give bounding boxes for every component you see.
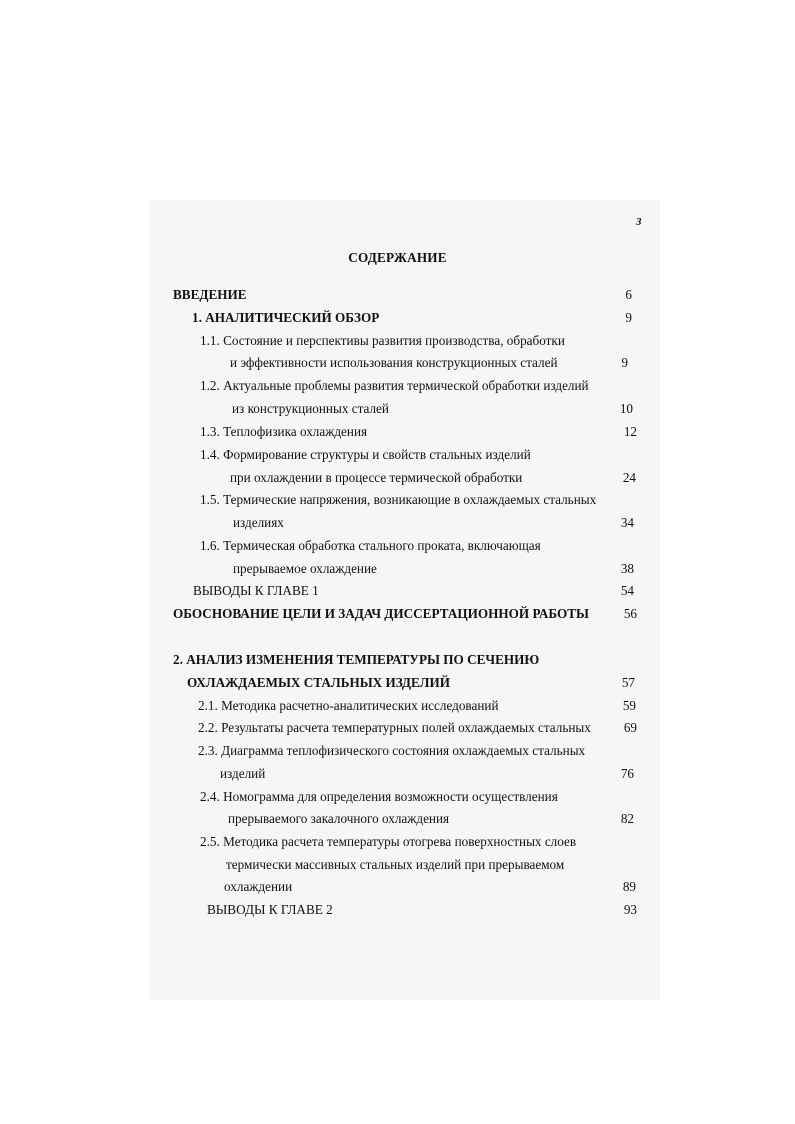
toc-entry-2-5-cont2: охлаждении — [224, 879, 293, 894]
page-number: 3 — [636, 216, 642, 228]
toc-entry-2-4-cont: прерываемого закалочного охлаждения — [228, 811, 450, 826]
toc-entry-1-6-cont: прерываемое охлаждение — [233, 561, 377, 576]
toc-entry-conclusions-1: ВЫВОДЫ К ГЛАВЕ 1 — [193, 583, 319, 598]
toc-page-1-5: 34 — [620, 515, 634, 530]
toc-entry-1-5: 1.5. Термические напряжения, возникающие в охлаждаемых стальных — [200, 492, 597, 507]
toc-entry-2-3-cont: изделий — [220, 766, 266, 781]
toc-entry-chapter-2-cont: ОХЛАЖДАЕМЫХ СТАЛЬНЫХ ИЗДЕЛИЙ — [187, 675, 450, 690]
toc-entry-2-2: 2.2. Результаты расчета температурных полей охлаждаемых стальных — [198, 720, 591, 735]
toc-entry-1-4-cont: при охлаждении в процессе термической обработки — [230, 470, 523, 485]
toc-entry-2-3: 2.3. Диаграмма теплофизического состояния охлаждаемых стальных — [198, 743, 586, 758]
toc-page-1-1: 9 — [621, 355, 628, 370]
toc-entry-conclusions-2: ВЫВОДЫ К ГЛАВЕ 2 — [207, 902, 333, 917]
toc-entry-chapter-1: 1. АНАЛИТИЧЕСКИЙ ОБЗОР — [192, 310, 380, 325]
toc-page-1-3: 12 — [623, 424, 637, 439]
toc-page-2-4: 82 — [620, 811, 634, 826]
toc-page-2-3: 76 — [620, 766, 634, 781]
toc-entry-chapter-2: 2. АНАЛИЗ ИЗМЕНЕНИЯ ТЕМПЕРАТУРЫ ПО СЕЧЕНИЮ — [173, 652, 540, 667]
toc-entry-2-4: 2.4. Номограмма для определения возможности осуществления — [200, 789, 558, 804]
toc-page-2-5: 89 — [622, 879, 636, 894]
toc-entry-1-3: 1.3. Теплофизика охлаждения — [200, 424, 368, 439]
toc-entry-1-2-cont: из конструкционных сталей — [232, 401, 389, 416]
toc-page-conclusions-2: 93 — [623, 902, 637, 917]
toc-page-introduction: 6 — [625, 287, 632, 302]
toc-page-goals: 56 — [623, 606, 637, 621]
toc-entry-goals: ОБОСНОВАНИЕ ЦЕЛИ И ЗАДАЧ ДИССЕРТАЦИОННОЙ РАБОТЫ — [173, 606, 589, 621]
toc-entry-2-5: 2.5. Методика расчета температуры отогрева поверхностных слоев — [200, 834, 577, 849]
toc-page-conclusions-1: 54 — [620, 583, 634, 598]
toc-page-1-6: 38 — [620, 561, 634, 576]
toc-page-2-2: 69 — [623, 720, 637, 735]
toc-entry-1-6: 1.6. Термическая обработка стального проката, включающая — [200, 538, 541, 553]
toc-title: СОДЕРЖАНИЕ — [348, 250, 447, 265]
toc-entry-introduction: ВВЕДЕНИЕ — [173, 287, 247, 302]
toc-entry-1-1-cont: и эффективности использования конструкционных сталей — [230, 355, 558, 370]
toc-page-2-1: 59 — [622, 698, 636, 713]
toc-entry-2-1: 2.1. Методика расчетно-аналитических исследований — [198, 698, 499, 713]
toc-entry-1-4: 1.4. Формирование структуры и свойств стальных изделий — [200, 447, 531, 462]
toc-entry-1-5-cont: изделиях — [233, 515, 284, 530]
toc-page-1-2: 10 — [619, 401, 633, 416]
toc-page-chapter-1: 9 — [625, 310, 632, 325]
toc-entry-2-5-cont: термически массивных стальных изделий при прерываемом — [226, 857, 565, 872]
toc-page-chapter-2: 57 — [621, 675, 635, 690]
toc-entry-1-2: 1.2. Актуальные проблемы развития термической обработки изделий — [200, 378, 589, 393]
toc-page-1-4: 24 — [622, 470, 636, 485]
toc-entry-1-1: 1.1. Состояние и перспективы развития производства, обработки — [200, 333, 565, 348]
